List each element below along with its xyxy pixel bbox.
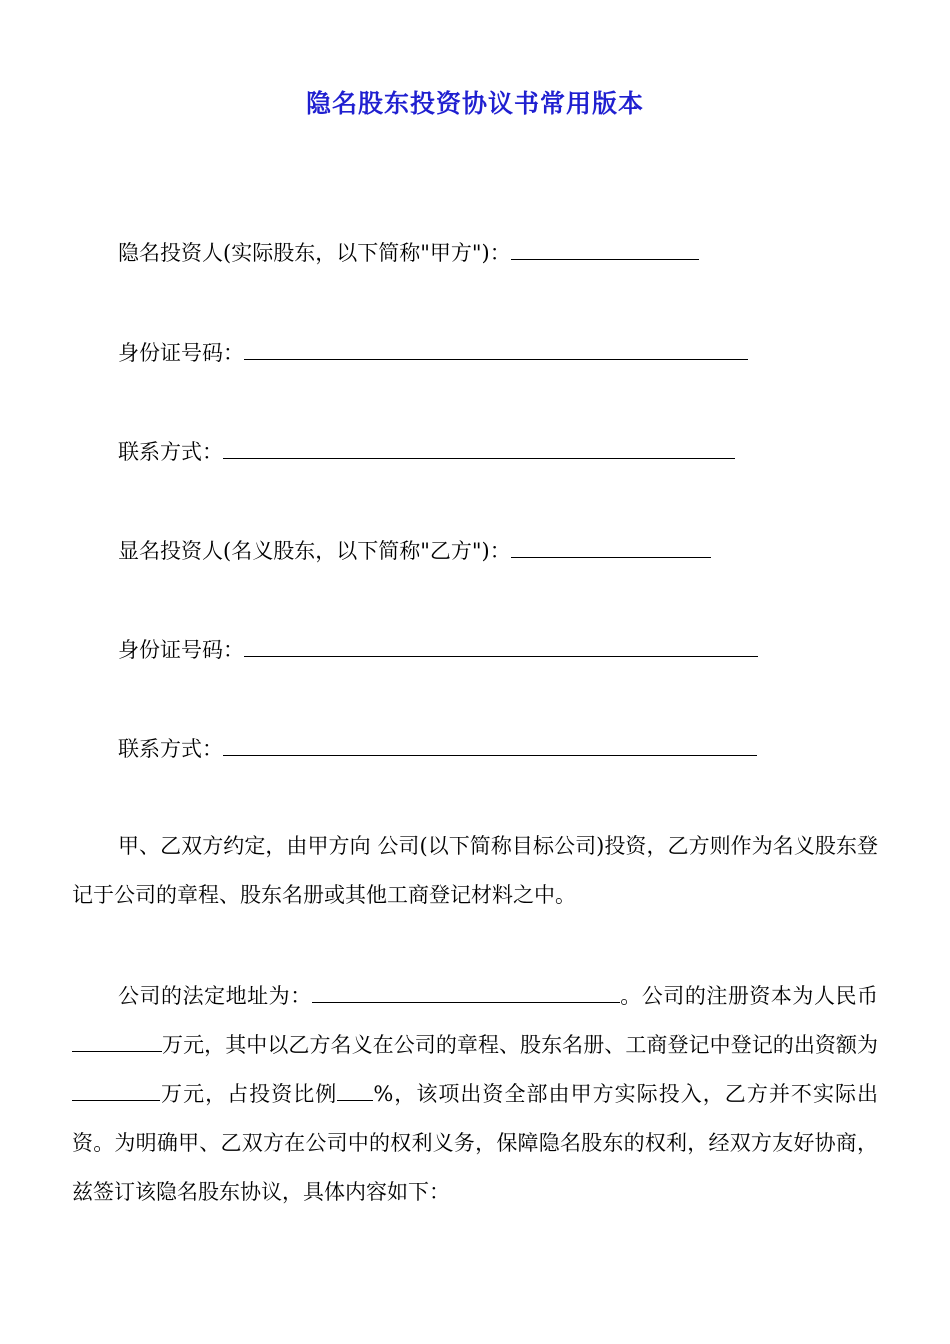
field-label: 身份证号码： xyxy=(118,341,244,365)
paragraph-company-info xyxy=(72,972,878,1217)
document-title: 隐名股东投资协议书常用版本 xyxy=(305,89,644,118)
blank-line xyxy=(511,237,699,260)
field-id-number-a xyxy=(118,337,748,368)
field-contact-a xyxy=(118,436,735,467)
text-segment: 公司的法定地址为： xyxy=(118,984,312,1008)
blank-line xyxy=(223,733,757,756)
blank-line xyxy=(72,1029,162,1052)
field-nominal-investor xyxy=(118,535,711,566)
field-label: 联系方式： xyxy=(118,737,223,761)
blank-line xyxy=(244,337,748,360)
blank-line xyxy=(223,436,735,459)
field-hidden-investor xyxy=(118,237,699,268)
blank-line xyxy=(511,535,711,558)
field-contact-b xyxy=(118,733,757,764)
field-label: 身份证号码： xyxy=(118,638,244,662)
text-segment: %，该项出资全部由甲方实际投入，乙方并不实际出资。为明确甲、乙双方在公司中的权利义务，保障隐名股东的权利，经双方友好协商，兹签订该隐名股东协议，具体内容如下： xyxy=(72,1082,879,1204)
text-segment: 万元，其中以乙方名义在公司的章程、股东名册、工商登记中登记的出资额为 xyxy=(162,1033,878,1057)
blank-line xyxy=(72,1078,160,1101)
text-segment: 。公司的注册资本为人民币 xyxy=(619,984,879,1008)
field-label: 显名投资人(名义股东，以下简称"乙方")： xyxy=(118,539,511,563)
blank-line xyxy=(244,634,758,657)
blank-line xyxy=(312,980,620,1003)
paragraph-agreement: 甲、乙双方约定，由甲方向 公司(以下简称目标公司)投资，乙方则作为名义股东登记于公司的章程、股东名册或其他工商登记材料之中。 xyxy=(72,834,878,907)
text-segment: 万元，占投资比例 xyxy=(160,1082,338,1106)
blank-line xyxy=(337,1078,373,1101)
field-label: 联系方式： xyxy=(118,440,223,464)
field-id-number-b xyxy=(118,634,758,665)
field-label: 隐名投资人(实际股东，以下简称"甲方")： xyxy=(118,241,511,265)
